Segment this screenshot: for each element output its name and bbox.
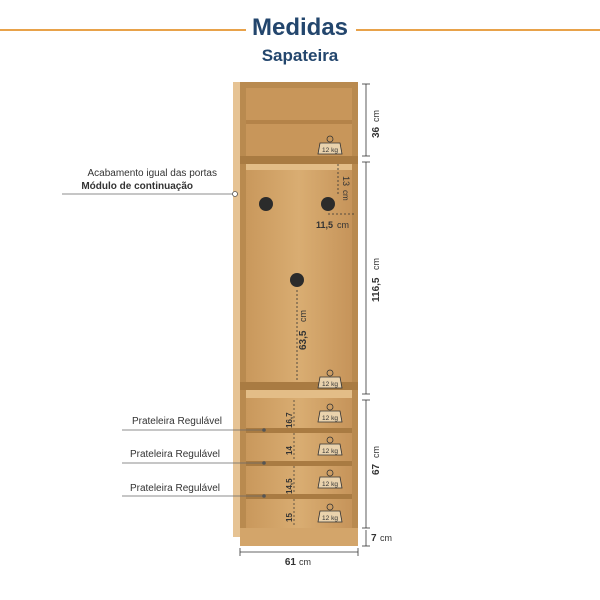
cabinet-side-panel bbox=[233, 82, 241, 537]
hook-offset-label: 11,5 bbox=[316, 220, 334, 230]
lower-hook-unit: cm bbox=[298, 310, 308, 322]
top-height-label: 36 bbox=[371, 126, 382, 138]
svg-text:12 kg: 12 kg bbox=[322, 481, 338, 488]
svg-text:12 kg: 12 kg bbox=[322, 448, 338, 455]
shelf-gap-label-3: 14,5 bbox=[285, 478, 294, 494]
lower-hook-label: 63,5 bbox=[298, 330, 309, 350]
middle-height-label: 116,5 bbox=[371, 277, 382, 302]
bottom-height-unit: cm bbox=[371, 446, 381, 458]
width-label: 61 bbox=[284, 557, 296, 568]
shelf-pointer-dot-3 bbox=[262, 494, 266, 498]
shelf-label-2: Prateleira Regulável bbox=[129, 449, 220, 460]
shelf-gap-label-2: 14 bbox=[285, 446, 294, 455]
finish-note: Acabamento igual das portas bbox=[87, 168, 217, 179]
hook-right bbox=[321, 197, 335, 211]
hook-gap-unit: cm bbox=[341, 190, 350, 201]
right-dimension-lines bbox=[362, 84, 370, 546]
svg-text:12 kg: 12 kg bbox=[322, 415, 338, 422]
svg-text:12 kg: 12 kg bbox=[322, 147, 338, 154]
hook-offset-unit: cm bbox=[337, 220, 349, 230]
middle-height-unit: cm bbox=[371, 258, 381, 270]
shelf-gap-label-4: 15 bbox=[285, 513, 294, 522]
hook-gap-label: 13 bbox=[341, 176, 351, 187]
module-note: Módulo de continuação bbox=[81, 181, 193, 192]
page-title: Medidas bbox=[251, 14, 349, 41]
shelf-middle-divider-face bbox=[246, 390, 352, 398]
page-subtitle: Sapateira bbox=[261, 46, 339, 65]
shelf-pointer-dot-2 bbox=[262, 461, 266, 465]
adjustable-shelf-2 bbox=[246, 461, 352, 466]
svg-text:12 kg: 12 kg bbox=[322, 515, 338, 522]
shelf-pointer-dot-1 bbox=[262, 428, 266, 432]
top-inner-shelf bbox=[246, 120, 352, 124]
base-height-label: 7 bbox=[371, 533, 377, 544]
finish-pointer-dot bbox=[233, 192, 238, 197]
hook-left bbox=[259, 197, 273, 211]
top-height-unit: cm bbox=[371, 110, 381, 122]
shelf-gap-label-1: 16,7 bbox=[285, 412, 294, 428]
bottom-height-label: 67 bbox=[371, 463, 382, 475]
width-dimension-line bbox=[240, 548, 358, 556]
base-height-unit: cm bbox=[380, 533, 392, 543]
width-unit: cm bbox=[299, 557, 311, 567]
adjustable-shelf-3 bbox=[246, 494, 352, 499]
shelf-top-divider bbox=[240, 156, 358, 164]
svg-text:12 kg: 12 kg bbox=[322, 381, 338, 388]
shelf-label-1: Prateleira Regulável bbox=[131, 416, 222, 427]
cabinet-base bbox=[240, 528, 358, 546]
adjustable-shelf-1 bbox=[246, 428, 352, 433]
hook-lower bbox=[290, 273, 304, 287]
shelf-top-divider-face bbox=[246, 164, 352, 170]
shelf-label-3: Prateleira Regulável bbox=[129, 483, 220, 494]
